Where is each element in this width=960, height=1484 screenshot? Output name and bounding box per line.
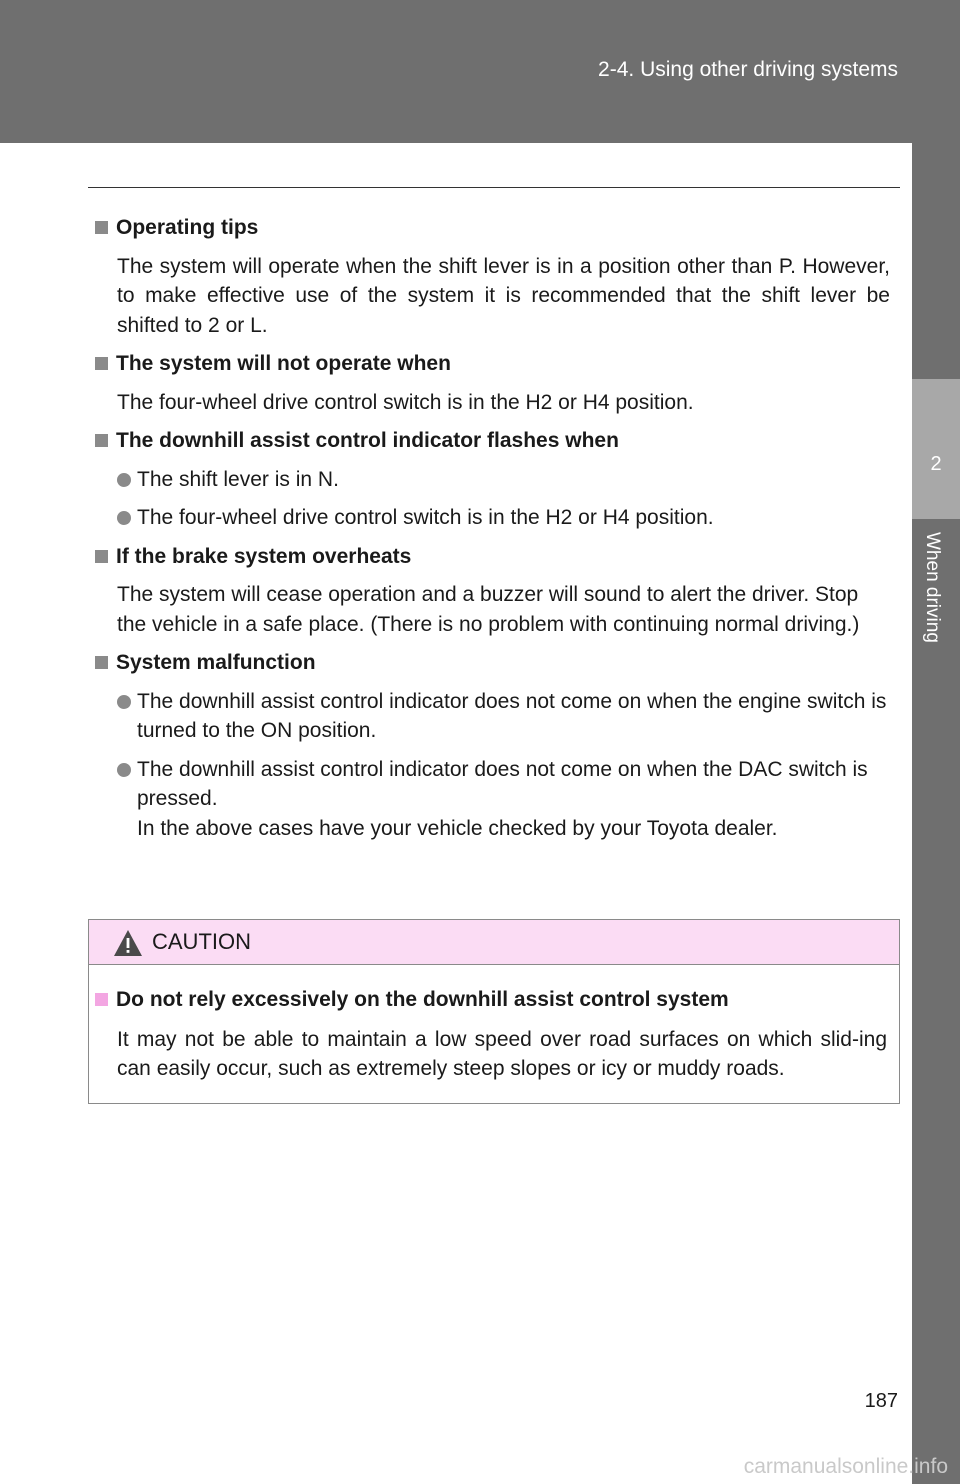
list-item: The downhill assist control indicator does not come on when the DAC switch is pressed. (117, 755, 890, 814)
section-heading: The system will not operate when (116, 352, 451, 375)
list-item: The downhill assist control indicator does not come on when the engine switch is turned to the ON position. (117, 687, 890, 746)
section-will-not-operate (95, 349, 890, 417)
caution-text: It may not be able to maintain a low speed over road surfaces on which slid-ing can easily occur, such as extremely steep slopes or icy or muddy roads. (117, 1027, 887, 1080)
section-paragraph: The system will operate when the shift lever is in a position other than P. However, to make effective use of the system it is recommended that the shift lever be shifted to 2 or L. (117, 254, 890, 337)
section-heading: Operating tips (116, 216, 259, 239)
section-title: 2-4. Using other driving systems (598, 58, 898, 81)
section-brake-overheats (95, 542, 890, 640)
list-item: The shift lever is in N. (117, 465, 890, 495)
page-number: 187 (864, 1390, 898, 1412)
header-rule (88, 187, 900, 188)
round-bullet-icon (117, 695, 131, 709)
square-bullet-icon (95, 550, 108, 563)
chapter-number: 2 (912, 379, 960, 519)
caution-box (88, 919, 900, 1104)
warning-triangle-icon (113, 929, 143, 957)
square-bullet-icon (95, 656, 108, 669)
round-bullet-icon (117, 473, 131, 487)
section-system-malfunction (95, 648, 890, 843)
square-bullet-icon (95, 221, 108, 234)
watermark: carmanualsonline.info (743, 1455, 948, 1478)
caution-header (89, 920, 899, 965)
trailing-note: In the above cases have your vehicle checked by your Toyota dealer. (137, 816, 778, 840)
caution-title: CAUTION (152, 929, 251, 954)
chapter-label: When driving (922, 532, 943, 643)
round-bullet-icon (117, 511, 131, 525)
side-tab-top (912, 143, 960, 379)
square-bullet-icon (95, 434, 108, 447)
section-heading: System malfunction (116, 651, 316, 674)
main-content (95, 213, 890, 852)
caution-heading: Do not rely excessively on the downhill assist control system (116, 988, 729, 1011)
section-heading: The downhill assist control indicator flashes when (116, 429, 619, 452)
section-paragraph: The system will cease operation and a buzzer will sound to alert the driver. Stop the vehicle in a safe place. (There is no problem with continuing normal driving.) (117, 583, 860, 636)
section-indicator-flashes (95, 426, 890, 533)
list-item: The four-wheel drive control switch is in the H2 or H4 position. (117, 503, 890, 533)
side-tab-label-box (912, 519, 960, 1484)
square-bullet-icon (95, 993, 108, 1006)
section-operating-tips (95, 213, 890, 340)
square-bullet-icon (95, 357, 108, 370)
round-bullet-icon (117, 763, 131, 777)
section-heading: If the brake system overheats (116, 544, 412, 568)
section-paragraph: The four-wheel drive control switch is in the H2 or H4 position. (117, 390, 694, 414)
